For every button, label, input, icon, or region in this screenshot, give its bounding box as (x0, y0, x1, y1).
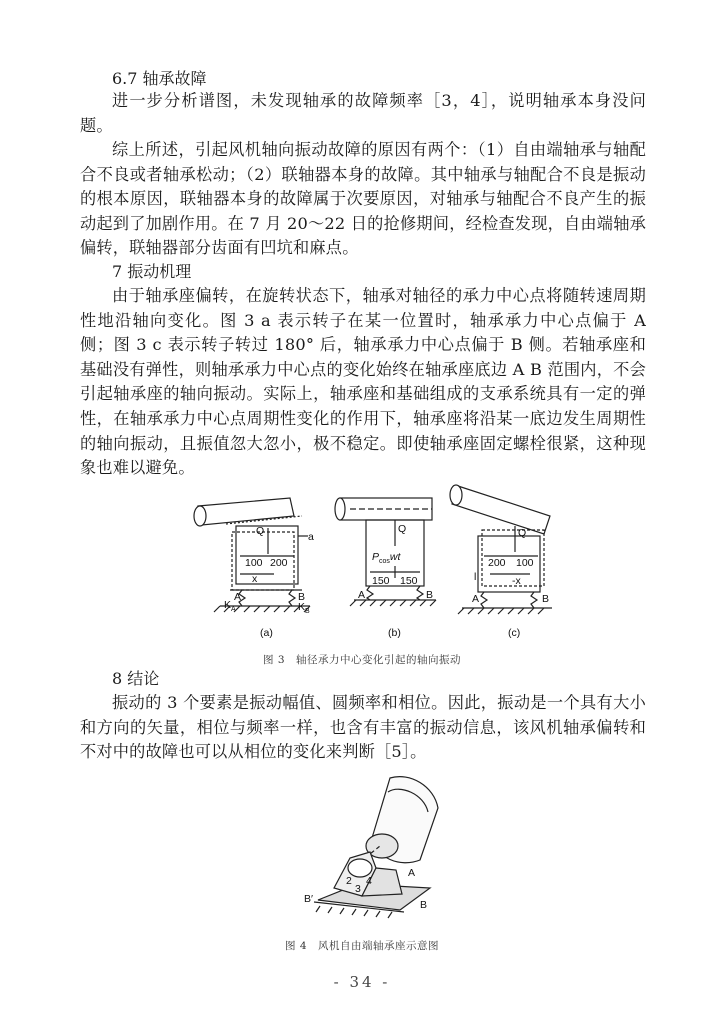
figure-4-caption: 图 4 风机自由端轴承座示意图 (284, 940, 440, 952)
fig4-2: 2 (346, 875, 352, 887)
fig3a-x: x (252, 573, 258, 585)
section-7-paragraph-1: 由于轴承座偏转，在旋转状态下，轴承对轴径的承力中心点将随转速周期性地沿轴向变化。图 3 a 表示转子在某一位置时，轴承承力中心点偏于 A 侧；图 3 c 表示转子转过 180° 后，轴承承力中心点偏于 B 侧。若轴承座和基础没有弹性，则轴承承力中心点的变化始终在轴承座底边 A B 范围内，不会引起轴承座的轴向振动。实际上，轴承座和基础组成的支承系统具有一定的弹性，在轴承承力中心点周期性变化的作用下，轴承座将沿某一底边发生周期性的轴向振动，且振值忽大忽小，极不稳定。即使轴承座固定螺栓很紧，这种现象也难以避免。 (80, 286, 646, 478)
figure-3-caption: 图 3 轴径承力中心变化引起的轴向振动 (262, 654, 462, 666)
fig3b-B: B (426, 589, 434, 601)
figure-3b-drawing (335, 498, 436, 606)
fig3a-A: A (234, 591, 242, 603)
figure-3a-drawing (194, 498, 310, 612)
fig3c-l: l (474, 571, 477, 583)
fig4-4: 4 (366, 875, 372, 887)
section-8-paragraph-1: 振动的 3 个要素是振动幅值、圆频率和相位。因此，振动是一个具有大小和方向的矢量，相位与频率一样，也含有丰富的振动信息，该风机轴承偏转和不对中的故障也可以从相位的变化来判断［5］。 (80, 693, 646, 762)
fig3c-200: 200 (488, 557, 506, 569)
fig3-panel-a-label: (a) (260, 627, 273, 639)
fig3-panel-c-label: (c) (508, 627, 521, 639)
section-6-7-paragraph-1: 进一步分析谱图，未发现轴承的故障频率［3，4］，说明轴承本身没问题。 (80, 91, 646, 135)
figure-4-diagram (300, 772, 450, 924)
fig3b-150-left: 150 (372, 575, 390, 587)
fig4-Bprime: B′ (304, 893, 313, 905)
fig3a-Q: Q (256, 525, 265, 537)
fig3a-100: 100 (245, 557, 263, 569)
fig3c-100: 100 (516, 557, 534, 569)
fig3c-Q: Q (518, 527, 527, 539)
page-number: - 34 - (333, 973, 391, 991)
fig3b-Q: Q (398, 523, 407, 535)
fig3a-200: 200 (270, 557, 288, 569)
fig3b-Pcoswt: $P_{cos}wt$ (372, 551, 401, 565)
figure-3c-drawing (450, 485, 552, 614)
fig3b-A: A (358, 589, 366, 601)
section-6-7-title: 6.7 轴承故障 (112, 69, 207, 88)
fig3a-a: a (308, 531, 314, 543)
fig3a-B: B (298, 591, 306, 603)
section-6-7-paragraph-2: 综上所述，引起风机轴向振动故障的原因有两个：（1）自由端轴承与轴配合不良或者轴承松动；（2）联轴器本身的故障。其中轴承与轴配合不良是振动的根本原因，联轴器本身的故障属于次要原因，对轴承与轴配合不良产生的振动起到了加剧作用。在 7 月 20～22 日的抢修期间，经检查发现，自由端轴承偏转，联轴器部分齿面有凹坑和麻点。 (80, 140, 646, 258)
fig3a-KB: $K_B$ (298, 601, 310, 615)
fig3c-B: B (542, 593, 550, 605)
section-8-title: 8 结论 (112, 669, 160, 688)
fig3a-KA: $K_A$ (224, 599, 236, 613)
fig3c-A: A (472, 593, 480, 605)
fig3-panel-b-label: (b) (388, 627, 401, 639)
fig3c-minus-x: -x (512, 575, 521, 587)
figure-3-diagram (190, 476, 560, 642)
fig4-A: A (408, 867, 416, 879)
fig3b-150-right: 150 (400, 575, 418, 587)
fig4-3: 3 (355, 883, 361, 895)
fig4-B: B (420, 899, 428, 911)
section-7-title: 7 振动机理 (112, 262, 192, 281)
